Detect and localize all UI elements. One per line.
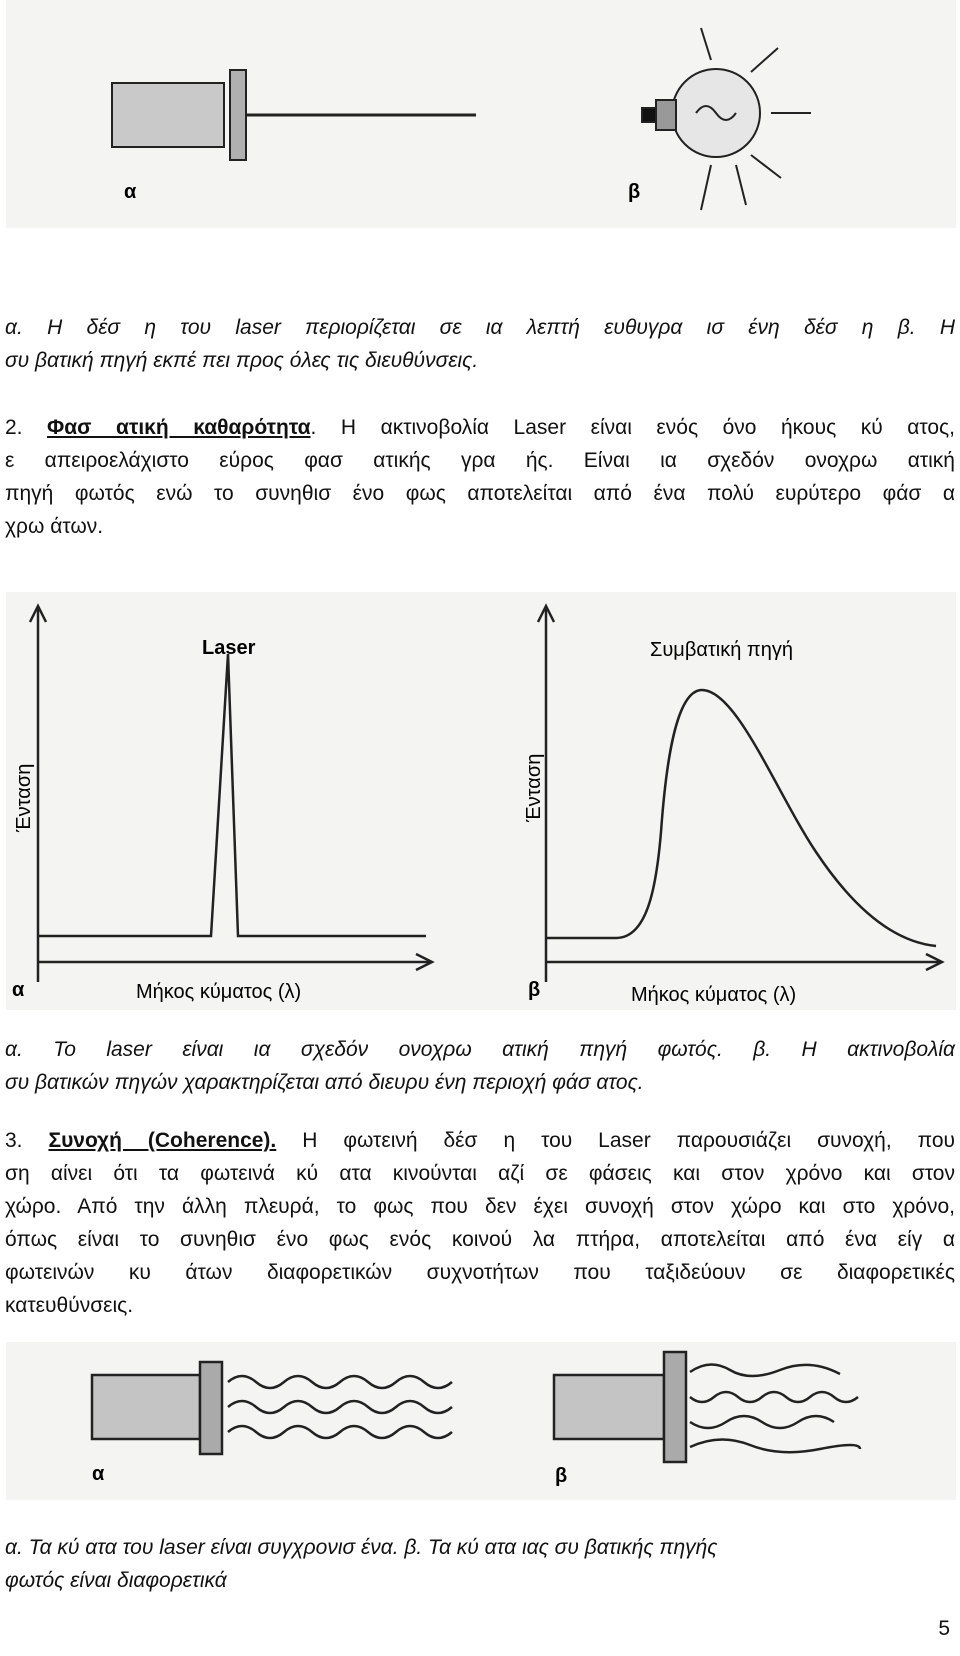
section3-line6: κατευθύνσεις. [5, 1294, 134, 1317]
laser-source-body [92, 1375, 200, 1439]
section2-heading: Φασ ατική καθαρότητα [47, 416, 311, 439]
laser-peak-label: Laser [202, 637, 256, 659]
figure-spectra [6, 592, 956, 1010]
section3-line5: φωτεινών κυ άτων διαφορετικών συχνοτήτων που ταξιδεύουν σε διαφορετικές [5, 1261, 955, 1284]
section2-line3: πηγή φωτός ενώ το συνηθισ ένο φως αποτελείται από ένα πολύ ευρύτερο φάσ α [5, 482, 955, 505]
incoherent-wave-3 [690, 1416, 834, 1428]
figure-laser-vs-bulb-drawing [6, 0, 956, 228]
right-x-axis-label: Μήκος κύματος (λ) [631, 984, 797, 1006]
section2-line1 [5, 411, 955, 444]
caption1-line2: συ βατική πηγή εκπέ πει προς όλες τις διευθύνσεις. [5, 349, 479, 372]
figure2-label-a: α [12, 979, 25, 1001]
section3-line3: χώρο. Από την άλλη πλευρά, το φως που δεν έχει συνοχή στον χώρο και στο χρόνο, [5, 1195, 955, 1218]
caption3-line1: α. Τα κύ ατα του laser είναι συγχρονισ ένα. β. Τα κύ ατα ιας συ βατικής πηγής [5, 1536, 718, 1559]
caption3-line2: φωτός είναι διαφορετικά [5, 1569, 227, 1592]
section2-line2: ε απειροελάχιστο εύρος φασ ατικής γρα ής. Είναι ια σχεδόν ονοχρω ατική [5, 449, 955, 472]
section3-line4: όπως είναι το συνηθισ ένο φως ενός κοινού λα πτήρα, αποτελείται από ένα είγ α [5, 1228, 955, 1251]
incoherent-wave-1 [690, 1364, 840, 1376]
section2-paragraph [5, 411, 955, 543]
conventional-source-body [554, 1375, 664, 1439]
figure-coherence-drawing [6, 1342, 956, 1500]
laser-device-flange [230, 70, 246, 160]
figure3-label-b: β [555, 1465, 568, 1487]
figure-coherence [6, 1342, 956, 1500]
laser-device-body [112, 83, 224, 147]
figure-spectra-drawing [6, 592, 956, 1010]
section2-line1-rest: . Η ακτινοβολία Laser είναι ενός όνο ήκους κύ ατος, [310, 416, 955, 439]
caption-figure2 [5, 1033, 955, 1099]
left-chart-laser-line [38, 654, 426, 936]
light-bulb-base [656, 100, 676, 130]
coherent-wave-2 [228, 1401, 452, 1413]
caption-figure3 [5, 1531, 905, 1597]
section3-paragraph [5, 1124, 955, 1322]
section3-heading: Συνοχή (Coherence). [48, 1129, 277, 1152]
caption-figure1 [5, 311, 955, 377]
figure3-label-a: α [92, 1463, 105, 1485]
caption1-line1: α. Η δέσ η του laser περιορίζεται σε ια λεπτή ευθυγρα ισ ένη δέσ η β. Η [5, 316, 955, 339]
figure1-label-a: α [124, 181, 137, 203]
section2-number: 2. [5, 416, 23, 439]
conventional-peak-label: Συμβατική πηγή [650, 639, 793, 661]
coherent-wave-1 [228, 1376, 452, 1388]
left-y-axis-label: Ένταση [13, 763, 35, 832]
section3-line2: ση αίνει ότι τα φωτεινά κύ ατα κινούνται αζί σε φάσεις και στον χρόνο και στον [5, 1162, 955, 1185]
section3-line1-rest: Η φωτεινή δέσ η του Laser παρουσιάζει συνοχή, που [276, 1129, 955, 1152]
section2-line4: χρω άτων. [5, 515, 104, 538]
section3-number: 3. [5, 1129, 23, 1152]
figure2-label-b: β [528, 979, 541, 1001]
page-number: 5 [938, 1617, 950, 1640]
figure-laser-vs-bulb [6, 0, 956, 228]
figure1-label-b: β [628, 181, 641, 203]
right-chart-conventional-curve [546, 690, 936, 946]
section3-line1 [5, 1124, 955, 1157]
caption2-line2: συ βατικών πηγών χαρακτηρίζεται από διευρυ ένη περιοχή φάσ ατος. [5, 1071, 644, 1094]
incoherent-wave-2 [690, 1392, 858, 1402]
coherent-wave-3 [228, 1426, 452, 1438]
caption2-line1: α. Το laser είναι ια σχεδόν ονοχρω ατική πηγή φωτός. β. Η ακτινοβολία [5, 1038, 955, 1061]
left-x-axis-label: Μήκος κύματος (λ) [136, 981, 302, 1003]
right-y-axis-label: Ένταση [523, 753, 545, 822]
incoherent-wave-4 [690, 1439, 860, 1452]
